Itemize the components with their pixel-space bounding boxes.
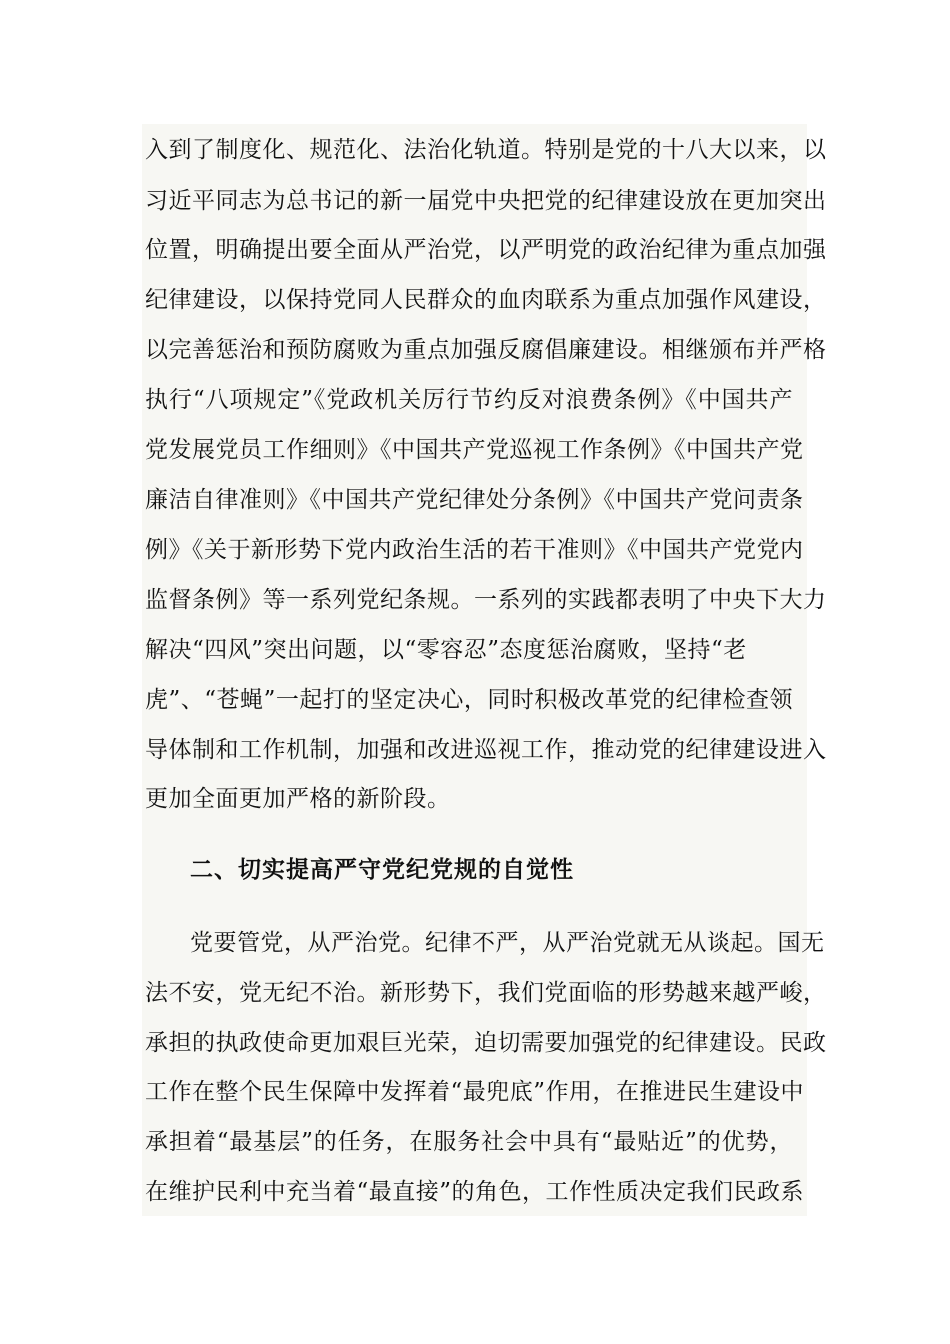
paragraph-line: 虎”、“苍蝇”一起打的坚定决心，同时积极改革党的纪律检查领 <box>145 687 793 713</box>
paragraph-line: 更加全面更加严格的新阶段。 <box>145 786 451 812</box>
paragraph-line: 党要管党，从严治党。纪律不严，从严治党就无从谈起。国无 <box>190 930 825 956</box>
paragraph-line: 位置，明确提出要全面从严治党，以严明党的政治纪律为重点加强 <box>145 237 827 263</box>
paragraph-line: 习近平同志为总书记的新一届党中央把党的纪律建设放在更加突出 <box>145 188 827 214</box>
paragraph-line: 以完善惩治和预防腐败为重点加强反腐倡廉建设。相继颁布并严格 <box>145 337 827 363</box>
section-heading: 二、切实提高严守党纪党规的自觉性 <box>190 856 574 883</box>
paragraph-line: 执行“八项规定”《党政机关厉行节约反对浪费条例》《中国共产 <box>145 387 793 413</box>
paragraph-line: 党发展党员工作细则》《中国共产党巡视工作条例》《中国共产党 <box>145 437 804 463</box>
paragraph-line: 工作在整个民生保障中发挥着“最兜底”作用，在推进民生建设中 <box>145 1079 805 1105</box>
paragraph-line: 例》《关于新形势下党内政治生活的若干准则》《中国共产党党内 <box>145 537 804 563</box>
paragraph-line: 廉洁自律准则》《中国共产党纪律处分条例》《中国共产党问责条 <box>145 487 804 513</box>
paragraph-line: 监督条例》等一系列党纪条规。一系列的实践都表明了中央下大力 <box>145 587 827 613</box>
paragraph-line: 解决“四风”突出问题，以“零容忍”态度惩治腐败，坚持“老 <box>145 637 747 663</box>
paragraph-line: 承担的执政使命更加艰巨光荣，迫切需要加强党的纪律建设。民政 <box>145 1030 827 1056</box>
paragraph-line: 导体制和工作机制，加强和改进巡视工作，推动党的纪律建设进入 <box>145 737 827 763</box>
paragraph-line: 纪律建设，以保持党同人民群众的血肉联系为重点加强作风建设， <box>145 287 827 313</box>
paragraph-line: 入到了制度化、规范化、法治化轨道。特别是党的十八大以来，以 <box>145 137 827 163</box>
paragraph-line: 在维护民利中充当着“最直接”的角色，工作性质决定我们民政系 <box>145 1179 805 1205</box>
paragraph-line: 法不安，党无纪不治。新形势下，我们党面临的形势越来越严峻， <box>145 980 827 1006</box>
paragraph-line: 承担着“最基层”的任务，在服务社会中具有“最贴近”的优势， <box>145 1129 793 1155</box>
